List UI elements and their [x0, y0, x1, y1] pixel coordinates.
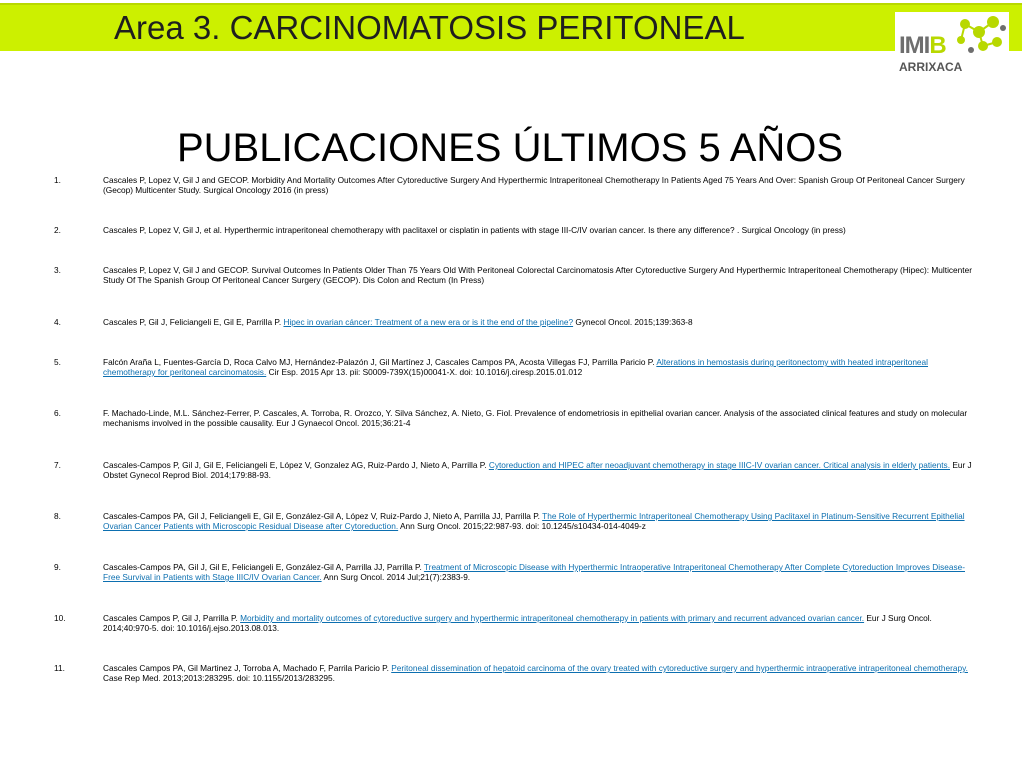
citation-text: Cascales P, Lopez V, Gil J and GECOP. Survival Outcomes In Patients Older Than 75 Years Old With Peritoneal Colorectal Carcinomatosis After Cytoreductive Surgery And Hyperthermic Intraperitoneal Chemotherapy (Hipec): Multicenter Study Of The Spanish Group Of Peritoneal Cancer Surgery (GECOP). Dis Colon and Rectum (In Press) [103, 265, 972, 285]
publication-citation [103, 613, 973, 633]
citation-text: Cascales-Campos P, Gil J, Gil E, Feliciangeli E, López V, Gonzalez AG, Ruiz-Pardo J, Nieto A, Parrilla P. [103, 460, 489, 470]
citation-source: Ann Surg Oncol. 2015;22:987-93. doi: 10.1245/s10434-014-4049-z [398, 521, 646, 531]
publication-citation [103, 460, 973, 480]
citation-text: Cascales-Campos PA, Gil J, Gil E, Feliciangeli E, González-Gil A, Parrilla JJ, Parrilla P. [103, 562, 424, 572]
publication-number: 10. [54, 613, 66, 623]
publication-number: 4. [54, 317, 61, 327]
molecule-dots-icon [953, 14, 1009, 58]
header-title: Area 3. CARCINOMATOSIS PERITONEAL [114, 9, 745, 46]
publication-number: 9. [54, 562, 61, 572]
page-title: PUBLICACIONES ÚLTIMOS 5 AÑOS [176, 126, 844, 170]
publication-citation [103, 408, 973, 428]
publication-number: 3. [54, 265, 61, 275]
citation-text: Falcón Araña L, Fuentes-García D, Roca Calvo MJ, Hernández-Palazón J, Gil Martínez J, Cascales Campos PA, Acosta Villegas FJ, Parrilla Paricio P. [103, 357, 657, 367]
citation-text: Cascales Campos P, Gil J, Parrilla P. [103, 613, 241, 623]
imib-arrixaca-logo [895, 12, 1009, 76]
citation-text: Cascales P, Gil J, Feliciangeli E, Gil E, Parrilla P. [103, 317, 284, 327]
citation-source: Eur J Obstet Gynecol Reprod Biol. 2014;179:88-93. [103, 460, 972, 480]
publication-link[interactable]: Cytoreduction and HIPEC after neoadjuvant chemotherapy in stage IIIC-IV ovarian cancer. Critical analysis in elderly patients. [488, 460, 951, 470]
publication-citation [103, 562, 973, 582]
citation-text: Cascales Campos PA, Gil Martinez J, Torroba A, Machado F, Parrila Paricio P. [103, 663, 392, 673]
citation-text: Cascales-Campos PA, Gil J, Feliciangeli E, Gil E, González-Gil A, López V, Ruiz-Pardo J, Nieto A, Parrilla JJ, Parrilla P. [103, 511, 543, 521]
publication-number: 11. [54, 663, 65, 673]
publication-citation [103, 663, 973, 683]
header-bar [0, 3, 1022, 51]
citation-source: Gynecol Oncol. 2015;139:363-8 [573, 317, 693, 327]
publication-number: 2. [54, 225, 61, 235]
logo-text: IMIB [899, 32, 946, 59]
publication-citation [103, 225, 973, 235]
publication-citation [103, 511, 973, 531]
citation-source: Cir Esp. 2015 Apr 13. pii: S0009-739X(15)00041-X. doi: 10.1016/j.ciresp.2015.01.012 [266, 367, 583, 377]
publication-number: 5. [54, 357, 61, 367]
publication-number: 8. [54, 511, 61, 521]
publication-number: 6. [54, 408, 61, 418]
publication-number: 1. [54, 175, 61, 185]
publication-number: 7. [54, 460, 61, 470]
citation-source: Eur J Surg Oncol. 2014;40:970-5. doi: 10.1016/j.ejso.2013.08.013. [103, 613, 932, 633]
citation-text: F. Machado-Linde, M.L. Sánchez-Ferrer, P. Cascales, A. Torroba, R. Orozco, Y. Silva Sánchez, A. Nieto, G. Fiol. Prevalence of endometriosis in epithelial ovarian cancer. Analysis of the associated clinical features and study on molecular mechanisms involved in the possible causality. Eur J Gynaecol Oncol. 2015;36:21-4 [103, 408, 968, 428]
citation-text: Cascales P, Lopez V, Gil J and GECOP. Morbidity And Mortality Outcomes After Cytoreductive Surgery And Hyperthermic Intraperitoneal Chemotherapy In Patients Aged 75 Years And Over: Spanish Group Of Peritoneal Cancer Surgery (Gecop) Multicenter Study. Surgical Oncology 2016 (in press) [103, 175, 965, 195]
publication-link[interactable]: Hipec in ovarian cáncer: Treatment of a new era or is it the end of the pipeline? [283, 317, 574, 327]
publication-link[interactable]: The Role of Hyperthermic Intraperitoneal Chemotherapy Using Paclitaxel in Platinum-Sensitive Recurrent Epithelial Ovarian Cancer Patients with Microscopic Residual Disease after Cytoreduction. [103, 511, 965, 531]
publication-link[interactable]: Treatment of Microscopic Disease with Hyperthermic Intraoperative Intraperitoneal Chemotherapy After Complete Cytoreduction Improves Disease-Free Survival in Patients with Stage IIIC/IV Ovarian Cancer. [103, 562, 965, 582]
citation-source: Ann Surg Oncol. 2014 Jul;21(7):2383-9. [321, 572, 471, 582]
publication-citation [103, 265, 973, 285]
publication-citation [103, 357, 973, 377]
publication-citation [103, 317, 973, 327]
publication-link[interactable]: Morbidity and mortality outcomes of cytoreductive surgery and hyperthermic intraperitoneal chemotherapy in patients with primary and recurrent advanced ovarian cancer. [240, 613, 865, 623]
publication-link[interactable]: Peritoneal dissemination of hepatoid carcinoma of the ovary treated with cytoreductive surgery and hyperthermic intraoperative intraperitoneal chemotherapy. [391, 663, 968, 673]
logo-subtext: ARRIXACA [899, 60, 963, 74]
citation-text: Cascales P, Lopez V, Gil J, et al. Hyperthermic intraperitoneal chemotherapy with paclitaxel or cisplatin in patients with stage III-C/IV ovarian cancer. Is there any difference? . Surgical Oncology (in press) [103, 225, 846, 235]
publication-citation [103, 175, 973, 195]
publication-link[interactable]: Alterations in hemostasis during peritonectomy with heated intraperitoneal chemotherapy for peritoneal carcinomatosis. [103, 357, 929, 377]
citation-source: Case Rep Med. 2013;2013:283295. doi: 10.1155/2013/283295. [103, 673, 335, 683]
